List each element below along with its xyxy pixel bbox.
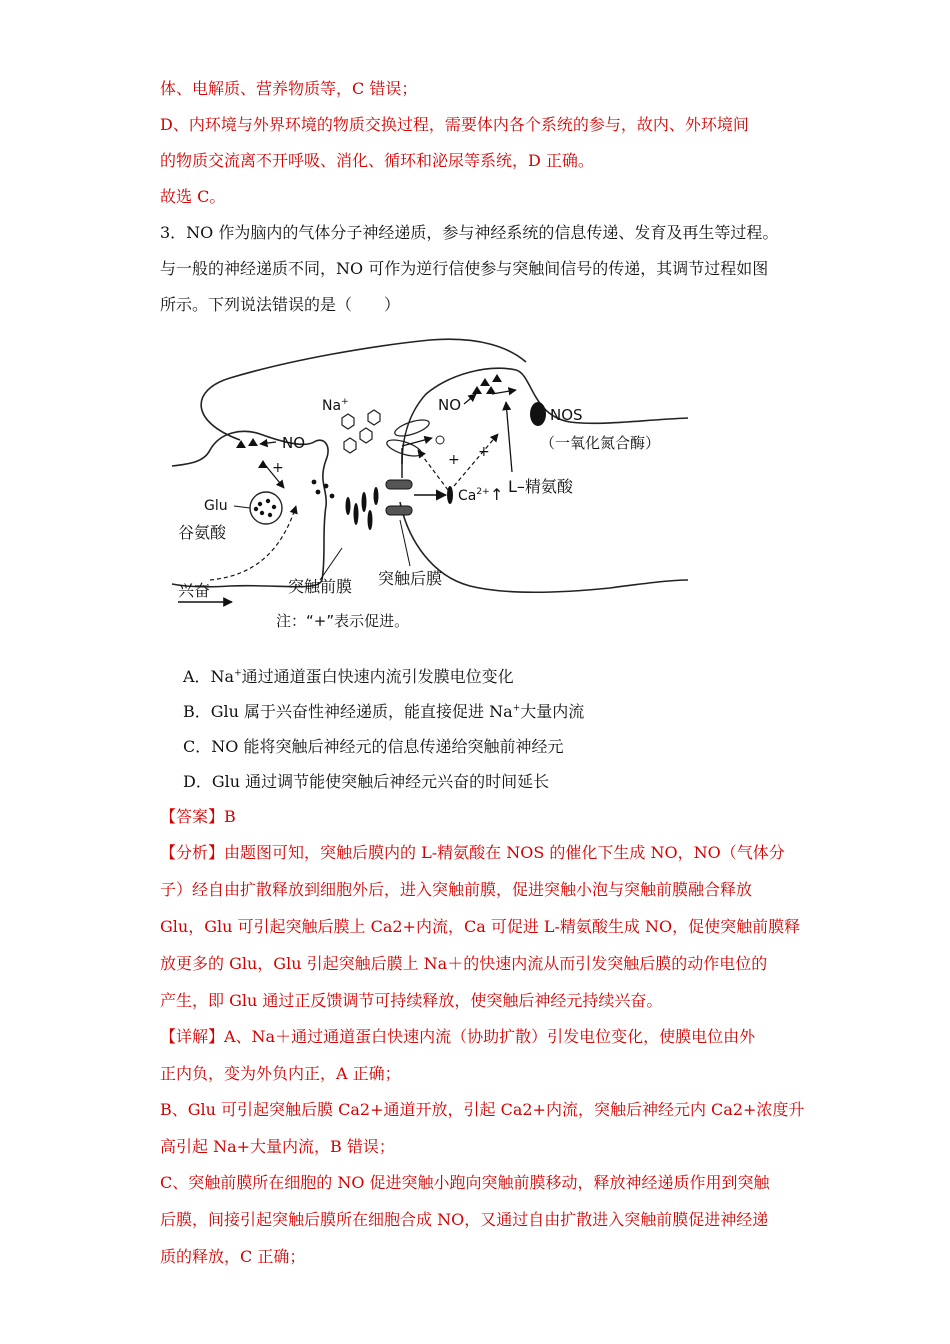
detail-text: C、突触前膜所在细胞的 NO 促进突触小跑向突触前膜移动，释放神经递质作用到突触 bbox=[160, 1173, 770, 1192]
no-label-left: NO bbox=[282, 434, 306, 452]
arginine-label: L–精氨酸 bbox=[508, 477, 573, 496]
na-ions bbox=[342, 410, 380, 453]
detail-text: 高引起 Na+大量内流，B 错误； bbox=[160, 1137, 395, 1156]
pre-membrane-label: 突触前膜 bbox=[288, 577, 353, 596]
post-membrane-label: 突触后膜 bbox=[378, 569, 443, 588]
detail-text: 后膜，间接引起突触后膜所在细胞合成 NO，又通过自由扩散进入突触前膜促进神经递 bbox=[160, 1210, 769, 1229]
plus-sign: + bbox=[448, 452, 460, 468]
note-label: 注：“+”表示促进。 bbox=[276, 612, 410, 630]
question-text: 3．NO 作为脑内的气体分子神经递质，参与神经系统的信息传递、发育及再生等过程。 bbox=[160, 223, 779, 242]
nos-label: NOS bbox=[550, 406, 583, 424]
na-channel bbox=[386, 480, 412, 489]
detail-text: B、Glu 可引起突触后膜 Ca2+通道开放，引起 Ca2+内流，突触后神经元内 Ca2+浓度升 bbox=[160, 1100, 805, 1119]
answer-label: 【答案】B bbox=[160, 807, 236, 826]
plus-sign: + bbox=[478, 444, 490, 460]
analysis-text: 放更多的 Glu，Glu 引起突触后膜上 Na＋的快速内流从而引发突触后膜的动作电位的 bbox=[160, 954, 768, 973]
option-b: B．Glu 属于兴奋性神经递质，能直接促进 Na+大量内流 bbox=[183, 702, 585, 721]
detail-text: 质的释放，C 正确； bbox=[160, 1247, 306, 1266]
ca-up-arrow: ↑ bbox=[490, 485, 504, 504]
no-molecules-top bbox=[472, 374, 502, 394]
excite-label: 兴奋 bbox=[178, 581, 211, 600]
analysis-text: Glu，Glu 可引起突触后膜上 Ca2+内流，Ca 可促进 L-精氨酸生成 NO，促使突触前膜释 bbox=[160, 917, 801, 936]
text-line: D、内环境与外界环境的物质交换过程，需要体内各个系统的参与，故内、外环境间 bbox=[160, 115, 749, 134]
glu-dots bbox=[254, 499, 276, 517]
question-text: 所示。下列说法错误的是（ ） bbox=[160, 295, 401, 314]
no-label-top: NO bbox=[438, 396, 462, 414]
analysis-text: 子）经自由扩散释放到细胞外后，进入突触前膜，促进突触小泡与突触前膜融合释放 bbox=[160, 880, 753, 899]
synapse-diagram bbox=[170, 330, 690, 638]
nos-description: （一氧化氮合酶） bbox=[540, 434, 661, 452]
option-d: D．Glu 通过调节能使突触后神经元兴奋的时间延长 bbox=[183, 772, 550, 791]
detail-text: 【详解】A、Na＋通过通道蛋白快速内流（协助扩散）引发电位变化，使膜电位由外 bbox=[160, 1027, 756, 1046]
analysis-text: 【分析】由题图可知，突触后膜内的 L-精氨酸在 NOS 的催化下生成 NO，NO（气体分 bbox=[160, 843, 785, 862]
text-line: 故选 C。 bbox=[160, 187, 226, 206]
no-molecules-left bbox=[236, 438, 268, 468]
text-line: 体、电解质、营养物质等，C 错误； bbox=[160, 79, 418, 98]
analysis-text: 产生，即 Glu 通过正反馈调节可持续释放，使突触后神经元持续兴奋。 bbox=[160, 991, 663, 1010]
glutamate-label: 谷氨酸 bbox=[178, 523, 227, 542]
plus-sign: + bbox=[272, 460, 284, 476]
option-a: A．Na+通过通道蛋白快速内流引发膜电位变化 bbox=[183, 667, 514, 686]
detail-text: 正内负，变为外负内正，A 正确； bbox=[160, 1064, 401, 1083]
glu-receptor-marks bbox=[346, 487, 379, 530]
ca-channel bbox=[386, 506, 412, 515]
ca-label: $Ca^{2+}$ bbox=[458, 487, 490, 504]
na-label: Na+ bbox=[322, 397, 349, 414]
glu-label: Glu bbox=[204, 498, 228, 514]
question-text: 与一般的神经递质不同，NO 可作为逆行信使参与突触间信号的传递，其调节过程如图 bbox=[160, 259, 769, 278]
option-c: C．NO 能将突触后神经元的信息传递给突触前神经元 bbox=[183, 737, 564, 756]
text-line: 的物质交流离不开呼吸、消化、循环和泌尿等系统，D 正确。 bbox=[160, 151, 594, 170]
